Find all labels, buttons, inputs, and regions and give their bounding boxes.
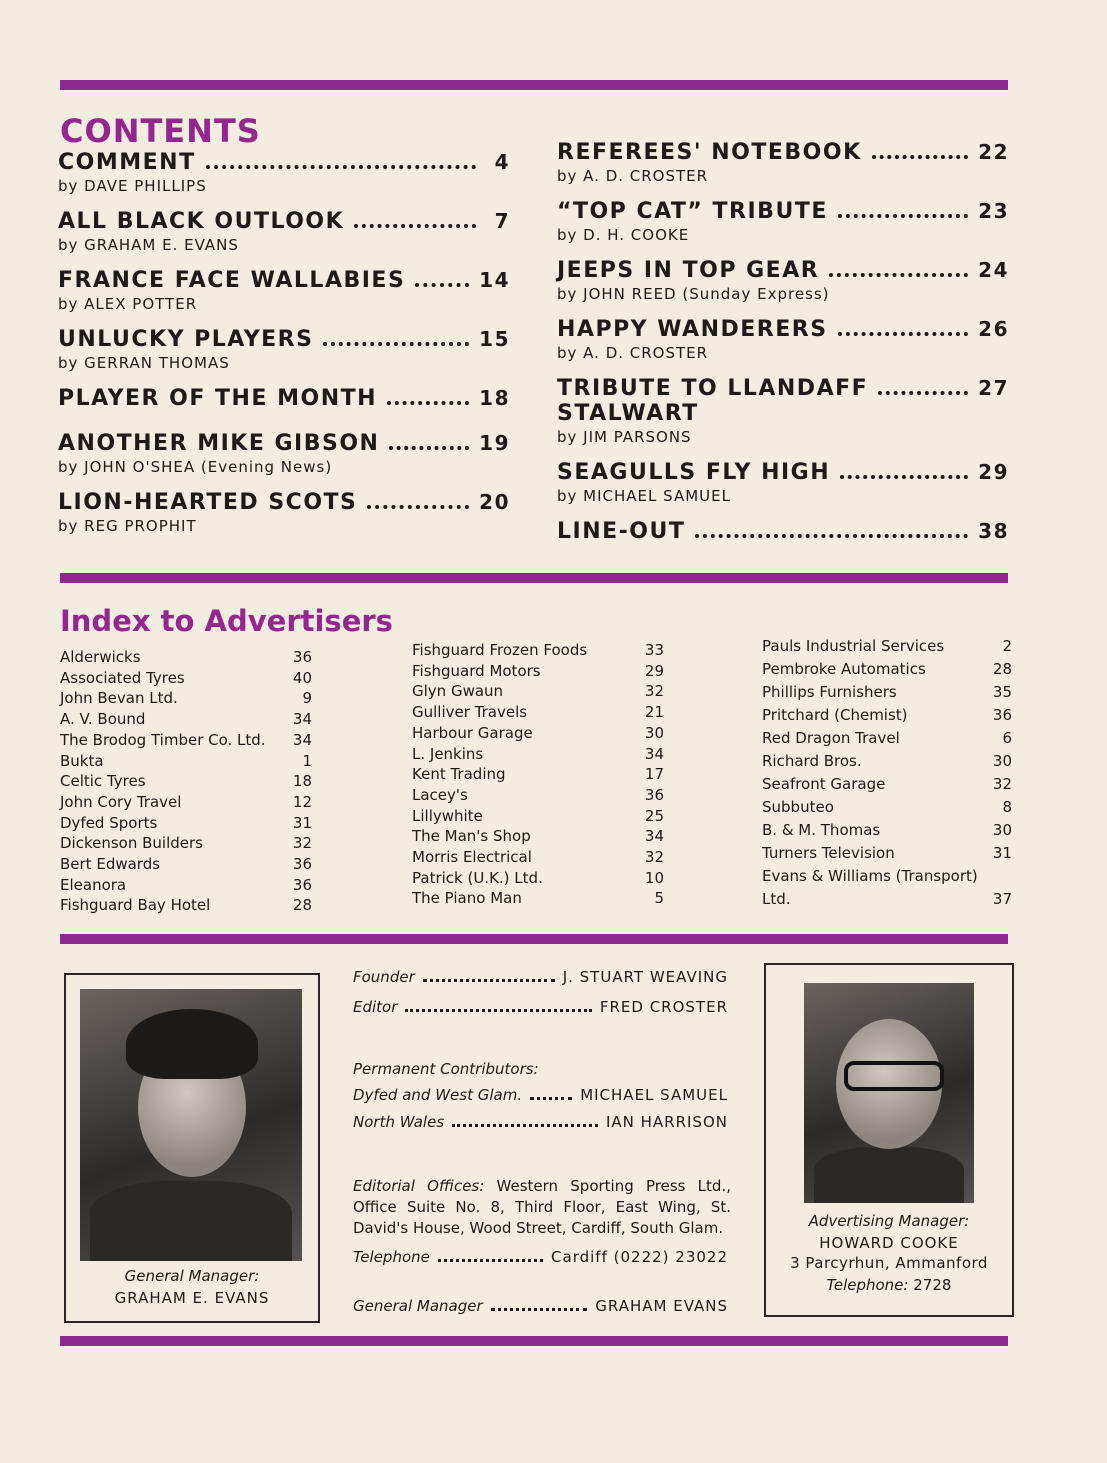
advertiser-name: Subbuteo <box>762 798 834 816</box>
contents-entry-title-row <box>557 140 1009 165</box>
general-manager-row <box>353 1297 728 1315</box>
advertiser-row <box>762 796 1012 819</box>
contents-entry-byline: by ALEX POTTER <box>58 295 198 313</box>
advertiser-name: Harbour Garage <box>412 723 533 742</box>
advertiser-row <box>412 785 664 806</box>
contents-entry-page: 14 <box>479 268 510 292</box>
advertiser-row <box>60 668 312 689</box>
advertiser-row <box>762 842 1012 865</box>
contents-entry-title: ALL BLACK OUTLOOK <box>58 209 345 234</box>
contents-entry-title-row <box>58 327 510 352</box>
advertiser-row <box>762 681 1012 704</box>
contents-entry-title-row <box>557 376 1009 426</box>
contents-right-column <box>557 140 1009 564</box>
advertiser-page: 32 <box>292 834 312 853</box>
advertiser-row <box>762 704 1012 727</box>
advertiser-name: John Bevan Ltd. <box>60 689 178 708</box>
leader-dots <box>838 214 968 218</box>
leader-dots <box>838 332 969 336</box>
contents-entry <box>58 431 510 476</box>
founder-label: Founder <box>353 968 415 986</box>
advertiser-row <box>412 806 664 827</box>
advertiser-page: 18 <box>292 772 312 791</box>
advertiser-page: 29 <box>644 661 664 680</box>
advertiser-page: 25 <box>644 806 664 825</box>
contents-entry-title: “TOP CAT” TRIBUTE <box>557 199 828 224</box>
advertiser-page: 17 <box>644 765 664 784</box>
advertiser-page: 34 <box>292 730 312 749</box>
advertiser-page: 28 <box>292 896 312 915</box>
contents-entry-title-row <box>58 490 510 515</box>
advertiser-name: Glyn Gwaun <box>412 682 504 701</box>
advertiser-name: John Cory Travel <box>60 792 182 811</box>
advertiser-page: 32 <box>644 848 664 867</box>
contents-entry-page: 22 <box>978 140 1009 164</box>
advertiser-row <box>762 773 1012 796</box>
contents-entry-page: 20 <box>479 490 510 514</box>
advertiser-page: 32 <box>992 775 1012 793</box>
advertiser-page: 40 <box>292 668 312 687</box>
advertising-manager-telephone-label: Telephone: <box>826 1276 909 1294</box>
advertiser-row <box>60 833 312 854</box>
advertiser-row <box>412 661 664 682</box>
editor-label: Editor <box>353 998 398 1016</box>
advertiser-row <box>762 727 1012 750</box>
leader-dots <box>415 283 469 287</box>
contents-entry <box>557 140 1009 185</box>
advertiser-page: 31 <box>292 813 312 832</box>
leader-dots <box>452 1124 598 1127</box>
leader-dots <box>323 342 469 346</box>
contents-entry-title: COMMENT <box>58 150 196 175</box>
advertiser-row <box>60 709 312 730</box>
advertiser-name: Evans & Williams (Transport) Ltd. <box>762 867 978 908</box>
advertiser-row <box>412 744 664 765</box>
advertising-manager-panel <box>764 963 1014 1317</box>
advertiser-name: Pauls Industrial Services <box>762 637 945 655</box>
advertiser-row <box>60 792 312 813</box>
advertiser-page: 30 <box>992 752 1012 770</box>
contents-entry-title-row <box>58 209 510 234</box>
contents-entry-title: HAPPY WANDERERS <box>557 317 828 342</box>
advertiser-name: Celtic Tyres <box>60 772 146 791</box>
advertiser-name: Lacey's <box>412 785 468 804</box>
editorial-offices <box>353 1176 731 1239</box>
advertiser-row <box>60 875 312 896</box>
editorial-offices-label: Editorial Offices: <box>353 1177 485 1195</box>
advertiser-row <box>762 635 1012 658</box>
photo-hair <box>126 1009 258 1079</box>
advertiser-row <box>60 647 312 668</box>
advertiser-name: Turners Television <box>762 844 895 862</box>
advertising-manager-telephone <box>766 1276 1012 1294</box>
contents-entry-byline: by GERRAN THOMAS <box>58 354 230 372</box>
contents-entry <box>557 199 1009 244</box>
contents-entry-page: 29 <box>978 460 1009 484</box>
advertiser-row <box>60 813 312 834</box>
contents-entry <box>58 327 510 372</box>
contents-entry-byline: by A. D. CROSTER <box>557 167 709 185</box>
advertiser-name: A. V. Bound <box>60 710 146 729</box>
advertiser-row <box>412 826 664 847</box>
advertising-manager-name: HOWARD COOKE <box>819 1234 959 1252</box>
north-wales-value: IAN HARRISON <box>605 1113 728 1131</box>
bottom-rule <box>60 1336 1008 1346</box>
advertiser-name: Gulliver Travels <box>412 703 528 722</box>
editor-value: FRED CROSTER <box>599 998 728 1016</box>
photo-glasses <box>844 1061 944 1091</box>
advertiser-page: 34 <box>292 710 312 729</box>
contents-entry-byline: by REG PROPHIT <box>58 517 197 535</box>
permanent-contributors-label: Permanent Contributors: <box>353 1060 539 1078</box>
leader-dots <box>206 165 476 169</box>
dyfed-value: MICHAEL SAMUEL <box>580 1086 728 1104</box>
advertiser-row <box>762 865 1012 911</box>
photo-body <box>814 1147 964 1203</box>
advertiser-name: Associated Tyres <box>60 668 185 687</box>
advertiser-page: 21 <box>644 703 664 722</box>
contents-entry-title: LINE-OUT <box>557 519 686 544</box>
contents-entry-title: PLAYER OF THE MONTH <box>58 386 378 411</box>
advertiser-name: Morris Electrical <box>412 848 532 867</box>
advertiser-page: 37 <box>992 890 1012 908</box>
advertiser-page: 30 <box>644 723 664 742</box>
advertiser-name: Bert Edwards <box>60 855 161 874</box>
contents-bottom-rule <box>60 573 1008 583</box>
advertisers-column-2 <box>412 640 664 909</box>
general-manager-value: GRAHAM EVANS <box>595 1297 728 1315</box>
advertiser-name: Dickenson Builders <box>60 834 203 853</box>
contents-entry-title-row <box>557 199 1009 224</box>
contents-entry-page: 27 <box>978 376 1009 400</box>
general-manager-label: General Manager <box>353 1297 483 1315</box>
advertising-manager-address: 3 Parcyrhun, Ammanford <box>790 1254 988 1272</box>
advertisers-column-3 <box>762 635 1012 911</box>
advertisers-bottom-rule <box>60 934 1008 944</box>
contents-entry-byline: by JOHN O'SHEA (Evening News) <box>58 458 333 476</box>
contents-entry-title: ANOTHER MIKE GIBSON <box>58 431 380 456</box>
contents-entry-page: 19 <box>479 431 510 455</box>
advertiser-page: 36 <box>292 648 312 666</box>
contents-entry <box>557 460 1009 505</box>
advertiser-name: Fishguard Bay Hotel <box>60 896 211 915</box>
advertiser-row <box>412 681 664 702</box>
advertiser-row <box>762 658 1012 681</box>
top-rule <box>60 80 1008 90</box>
advertiser-page: 31 <box>992 844 1012 862</box>
contents-entry <box>58 209 510 254</box>
advertising-manager-telephone-number: 2728 <box>913 1276 952 1294</box>
advertiser-page: 34 <box>644 827 664 846</box>
editor-row <box>353 998 728 1016</box>
leader-dots <box>872 155 969 159</box>
contents-entry-byline: by JOHN REED (Sunday Express) <box>557 285 830 303</box>
contents-heading: CONTENTS <box>60 112 261 150</box>
advertiser-page: 8 <box>1002 798 1012 816</box>
contents-left-column <box>58 150 510 549</box>
leader-dots <box>354 224 476 228</box>
contents-entry-byline: by A. D. CROSTER <box>557 344 709 362</box>
advertiser-row <box>60 730 312 751</box>
north-wales-row <box>353 1113 728 1131</box>
advertiser-name: Pembroke Automatics <box>762 660 926 678</box>
general-manager-photo <box>80 989 302 1261</box>
advertiser-page: 10 <box>644 868 664 887</box>
advertiser-page: 2 <box>1002 637 1012 655</box>
advertiser-page: 36 <box>292 875 312 894</box>
advertiser-name: Alderwicks <box>60 648 141 666</box>
telephone-value: Cardiff (0222) 23022 <box>551 1248 728 1266</box>
founder-value: J. STUART WEAVING <box>562 968 728 986</box>
contents-entry-byline: by JIM PARSONS <box>557 428 692 446</box>
contents-entry <box>557 519 1009 544</box>
advertiser-page: 1 <box>302 751 312 770</box>
advertising-manager-role: Advertising Manager: <box>808 1212 970 1230</box>
editorial-offices-address: Western Sporting Press Ltd., Office Suite No. 8, Third Floor, East Wing, St. David's House, Wood Street, Cardiff, South Glam. <box>353 1177 731 1237</box>
contents-entry <box>557 376 1009 446</box>
advertiser-row <box>412 847 664 868</box>
contents-entry-title: SEAGULLS FLY HIGH <box>557 460 831 485</box>
advertiser-name: Red Dragon Travel <box>762 729 900 747</box>
advertiser-page: 33 <box>644 641 664 659</box>
contents-entry-title-row <box>58 150 510 175</box>
advertiser-name: Dyfed Sports <box>60 813 158 832</box>
general-manager-panel <box>64 973 320 1323</box>
leader-dots <box>878 391 968 395</box>
contents-entry-byline: by GRAHAM E. EVANS <box>58 236 239 254</box>
advertiser-page: 34 <box>644 744 664 763</box>
north-wales-label: North Wales <box>353 1113 445 1131</box>
leader-dots <box>530 1097 572 1100</box>
leader-dots <box>491 1308 588 1311</box>
leader-dots <box>389 446 469 450</box>
contents-entry-page: 26 <box>978 317 1009 341</box>
advertiser-name: Pritchard (Chemist) <box>762 706 908 724</box>
advertiser-page: 9 <box>302 689 312 708</box>
advertiser-name: The Man's Shop <box>412 827 531 846</box>
dyfed-row <box>353 1086 728 1104</box>
advertiser-page: 5 <box>654 889 664 908</box>
advertiser-row <box>412 764 664 785</box>
contents-entry <box>557 317 1009 362</box>
advertiser-row <box>762 819 1012 842</box>
contents-entry <box>58 268 510 313</box>
advertiser-row <box>60 688 312 709</box>
advertiser-name: The Brodog Timber Co. Ltd. <box>60 730 266 749</box>
contents-entry-title-row <box>58 268 510 293</box>
leader-dots <box>840 475 968 479</box>
advertising-manager-photo <box>804 983 974 1203</box>
advertiser-row <box>60 771 312 792</box>
contents-entry-title-row <box>557 460 1009 485</box>
founder-row <box>353 968 728 986</box>
contents-entry-title-row <box>557 317 1009 342</box>
advertiser-name: Phillips Furnishers <box>762 683 897 701</box>
advertisers-heading: Index to Advertisers <box>60 604 393 638</box>
contents-entry-title-row <box>557 519 1009 544</box>
contents-entry-title: JEEPS IN TOP GEAR <box>557 258 820 283</box>
advertiser-page: 28 <box>992 660 1012 678</box>
advertiser-name: B. & M. Thomas <box>762 821 881 839</box>
telephone-row <box>353 1248 728 1266</box>
contents-entry-title: REFEREES' NOTEBOOK <box>557 140 862 165</box>
contents-entry-title: LION-HEARTED SCOTS <box>58 490 358 515</box>
advertiser-name: Kent Trading <box>412 765 506 784</box>
advertiser-page: 36 <box>292 855 312 874</box>
advertiser-name: The Piano Man <box>412 889 522 908</box>
advertiser-row <box>412 640 664 661</box>
leader-dots <box>438 1259 543 1262</box>
contents-entry-title-row <box>58 431 510 456</box>
advertiser-name: Lillywhite <box>412 806 483 825</box>
leader-dots <box>695 534 968 538</box>
contents-entry-title: TRIBUTE TO LLANDAFF STALWART <box>557 376 869 426</box>
advertiser-name: L. Jenkins <box>412 744 484 763</box>
contents-entry <box>58 490 510 535</box>
advertiser-name: Seafront Garage <box>762 775 886 793</box>
general-manager-name: GRAHAM E. EVANS <box>114 1289 270 1307</box>
advertiser-name: Patrick (U.K.) Ltd. <box>412 868 543 887</box>
advertiser-name: Richard Bros. <box>762 752 862 770</box>
contents-entry-page: 18 <box>479 386 510 410</box>
advertiser-row <box>60 895 312 916</box>
contents-entry-title-row <box>58 386 510 411</box>
advertiser-page: 35 <box>992 683 1012 701</box>
contents-entry-page: 15 <box>479 327 510 351</box>
contents-entry <box>557 258 1009 303</box>
contents-entry-page: 4 <box>494 150 510 174</box>
leader-dots <box>405 1009 591 1012</box>
contents-entry-page: 38 <box>978 519 1009 543</box>
leader-dots <box>423 979 555 982</box>
contents-entry-title-row <box>557 258 1009 283</box>
contents-entry <box>58 386 510 411</box>
advertiser-row <box>412 868 664 889</box>
advertiser-name: Eleanora <box>60 875 127 894</box>
contents-entry-title: UNLUCKY PLAYERS <box>58 327 314 352</box>
advertiser-row <box>60 751 312 772</box>
contents-entry <box>58 150 510 195</box>
advertiser-row <box>412 888 664 909</box>
contents-entry-page: 24 <box>978 258 1009 282</box>
advertiser-page: 12 <box>292 792 312 811</box>
advertiser-page: 30 <box>992 821 1012 839</box>
telephone-label: Telephone <box>353 1248 430 1266</box>
advertiser-page: 6 <box>1002 729 1012 747</box>
contents-entry-page: 7 <box>494 209 510 233</box>
advertiser-name: Fishguard Frozen Foods <box>412 641 588 659</box>
leader-dots <box>829 273 968 277</box>
advertiser-name: Bukta <box>60 751 104 770</box>
advertiser-row <box>412 702 664 723</box>
advertiser-page: 36 <box>992 706 1012 724</box>
advertiser-name: Fishguard Motors <box>412 661 541 680</box>
dyfed-label: Dyfed and West Glam. <box>353 1086 523 1104</box>
advertisers-column-1 <box>60 647 312 916</box>
photo-body <box>90 1181 292 1261</box>
advertiser-row <box>762 750 1012 773</box>
advertiser-row <box>60 854 312 875</box>
leader-dots <box>387 401 469 405</box>
advertiser-page: 32 <box>644 682 664 701</box>
general-manager-role: General Manager: <box>124 1267 260 1285</box>
advertiser-row <box>412 723 664 744</box>
contents-entry-page: 23 <box>978 199 1009 223</box>
contents-entry-byline: by D. H. COOKE <box>557 226 690 244</box>
contents-entry-byline: by DAVE PHILLIPS <box>58 177 207 195</box>
advertiser-page: 36 <box>644 785 664 804</box>
leader-dots <box>367 505 469 509</box>
contents-entry-title: FRANCE FACE WALLABIES <box>58 268 406 293</box>
contents-entry-byline: by MICHAEL SAMUEL <box>557 487 731 505</box>
